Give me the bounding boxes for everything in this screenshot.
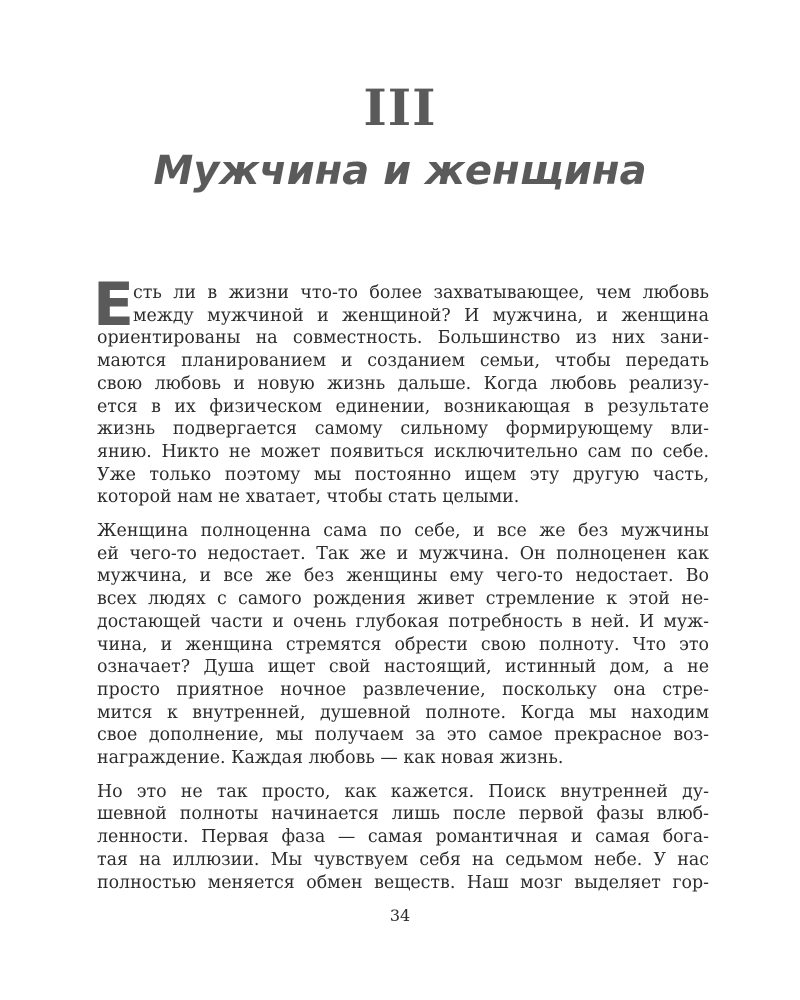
text-line: полностью меняется обмен веществ. Наш мозг выделяет гор- xyxy=(97,872,709,893)
text-line: свою любовь и новую жизнь дальше. Когда любовь реализу- xyxy=(97,373,709,394)
text-line: достающей части и очень глубокая потребность в ней. И муж- xyxy=(97,611,709,632)
text-line: ей чего-то недостает. Так же и мужчина. Он полноценен как xyxy=(97,543,709,564)
text-line: сть ли в жизни что-то более захватывающее, чем любовь xyxy=(133,283,709,303)
drop-cap: Е xyxy=(93,270,134,340)
text-line: Уже только поэтому мы постоянно ищем эту другую часть, xyxy=(97,464,709,485)
text-line: награждение. Каждая любовь — как новая жизнь. xyxy=(97,748,564,769)
text-line: маются планированием и созданием семьи, чтобы передать xyxy=(97,351,709,372)
text-line: шевной полноты начинается лишь после первой фазы влюб- xyxy=(97,804,709,825)
text-line: означает? Душа ищет свой настоящий, истинный дом, а не xyxy=(97,657,709,678)
paragraph-1 xyxy=(93,270,709,509)
text-line: мужчина, и все же без женщины ему чего-то недостает. Во xyxy=(97,566,709,587)
text-line: Женщина полноценна сама по себе, и все же без мужчины xyxy=(97,521,709,542)
text-line: чина, и женщина стремятся обрести свою полноту. Что это xyxy=(97,634,709,655)
text-line: которой нам не хватает, чтобы стать целыми. xyxy=(97,487,520,508)
page-number: 34 xyxy=(389,906,411,925)
chapter-title: Мужчина и женщина xyxy=(153,148,647,194)
text-line: просто приятное ночное развлечение, поскольку она стре- xyxy=(97,679,709,700)
text-line: янию. Никто не может появиться исключительно сам по себе. xyxy=(97,441,709,462)
text-line: жизнь подвергается самому сильному формирующему вли- xyxy=(97,419,709,440)
chapter-number: III xyxy=(363,78,437,137)
text-line: ленности. Первая фаза — самая романтичная и самая бога- xyxy=(97,827,709,848)
text-line: Но это не так просто, как кажется. Поиск внутренней ду- xyxy=(97,781,709,802)
body-text xyxy=(93,270,709,905)
text-line: свое дополнение, мы получаем за это самое прекрасное воз- xyxy=(97,725,709,746)
text-line: мится к внутренней, душевной полноте. Когда мы находим xyxy=(97,702,709,723)
text-line: между мужчиной и женщиной? И мужчина, и женщина xyxy=(133,305,709,326)
paragraph-2 xyxy=(97,520,709,770)
paragraph-3 xyxy=(97,781,709,895)
text-line: ориентированы на совместность. Большинство из них зани- xyxy=(97,328,709,349)
text-line: ется в их физическом единении, возникающая в результате xyxy=(97,396,709,417)
text-line: всех людях с самого рождения живет стремление к этой не- xyxy=(97,589,709,610)
text-line: тая на иллюзии. Мы чувствуем себя на седьмом небе. У нас xyxy=(97,849,709,870)
